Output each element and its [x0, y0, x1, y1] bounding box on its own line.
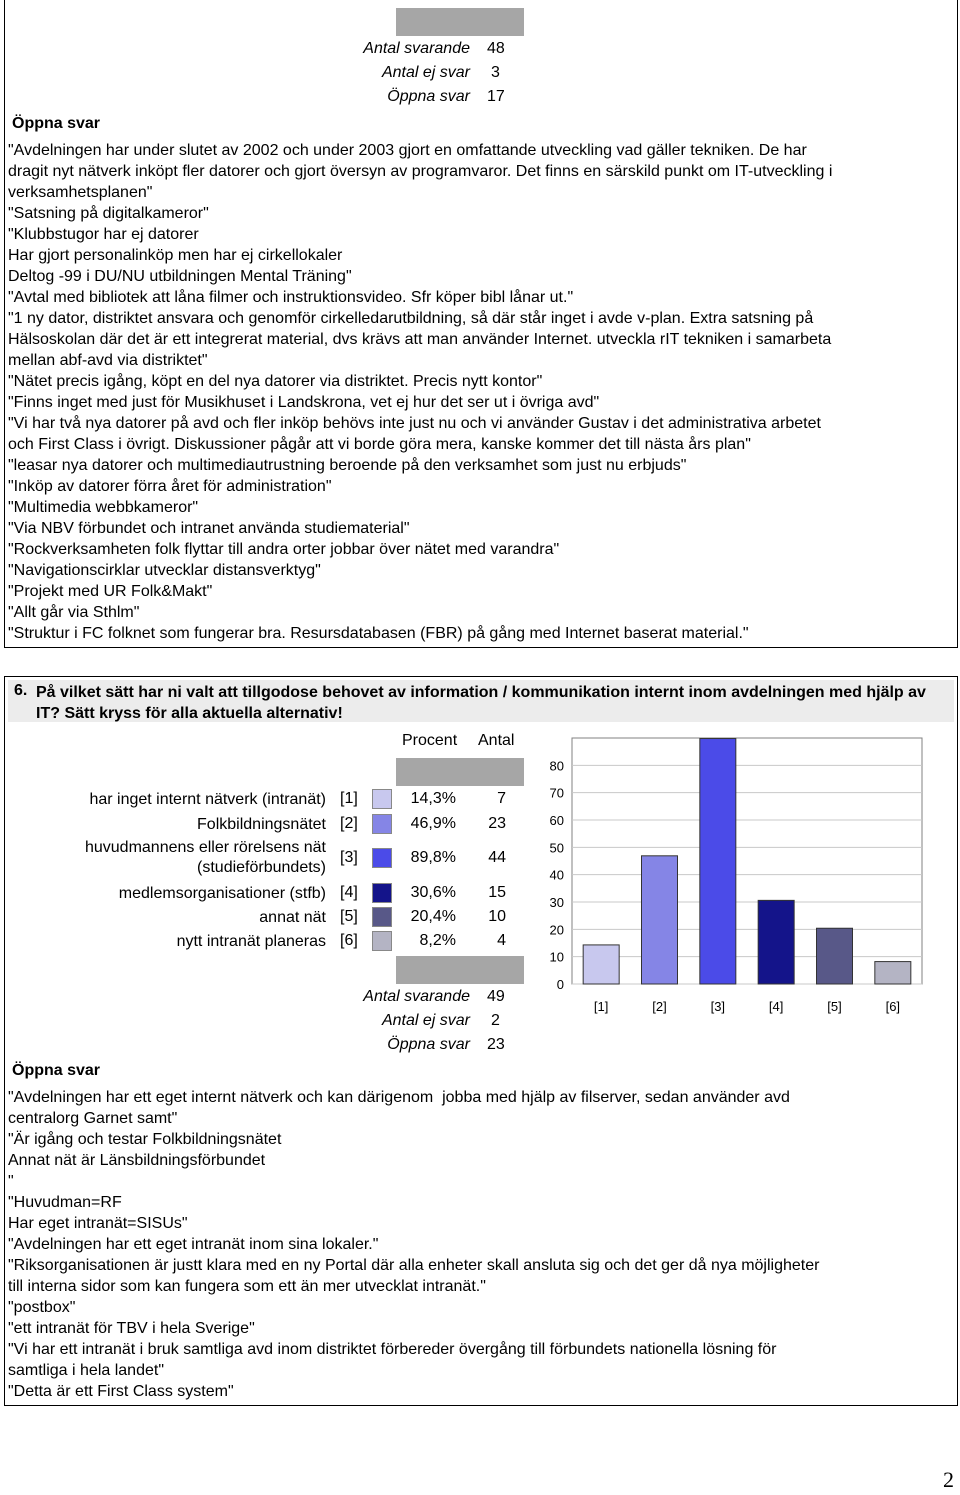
answer-line: "ett intranät för TBV i hela Sverige": [8, 1320, 255, 1337]
option-code: [1]: [340, 790, 358, 807]
option-percent: 46,9%: [410, 815, 456, 832]
answer-line: "postbox": [8, 1299, 76, 1316]
answer-line: samtliga i hela landet": [8, 1362, 164, 1379]
answer-line: Annat nät är Länsbildningsförbundet: [8, 1152, 266, 1169]
y-tick-label: 50: [549, 840, 564, 856]
answer-line: "Avdelningen har ett eget intranät inom sina lokaler.": [8, 1236, 379, 1253]
answer-line: "Allt går via Sthlm": [8, 604, 140, 621]
x-tick-label: [1]: [593, 999, 609, 1014]
table-footer-bar: [396, 956, 524, 984]
answer-line: "Avtal med bibliotek att låna filmer och instruktionsvideo. Sfr köper bibl lånar ut.": [8, 289, 574, 306]
answer-line: ": [8, 1173, 14, 1190]
x-tick-label: [5]: [827, 999, 842, 1014]
open-answers-value: 17: [487, 88, 505, 105]
q6-open-answers-value: 23: [487, 1036, 505, 1053]
q6-non-respondents-row: [0, 1012, 470, 1032]
option-count: 4: [497, 932, 506, 949]
q6-respondents-row: [0, 988, 470, 1008]
non-respondents-row: [0, 64, 470, 84]
answer-line: "Klubbstugor har ej datorer: [8, 226, 199, 243]
option-color-swatch: [372, 848, 392, 868]
answer-line: mellan abf-avd via distriktet": [8, 352, 208, 369]
q6-respondents-label: Antal svarande: [363, 988, 470, 1005]
option-percent: 89,8%: [410, 849, 456, 866]
answer-line: "Projekt med UR Folk&Makt": [8, 583, 213, 600]
option-code: [3]: [340, 849, 358, 866]
option-color-swatch: [372, 883, 392, 903]
answer-line: Har gjort personalinköp men har ej cirkellokaler: [8, 247, 343, 264]
respondents-label: Antal svarande: [363, 40, 470, 57]
answer-line: till interna sidor som kan fungera som ett än mer utvecklat intranät.": [8, 1278, 486, 1295]
bar: [875, 962, 911, 984]
q6-non-respondents-value: 2: [491, 1012, 500, 1029]
page-number: 2: [943, 1467, 954, 1492]
x-tick-label: [4]: [768, 999, 784, 1014]
y-tick-label: 80: [549, 758, 564, 774]
y-tick-label: 30: [549, 895, 564, 910]
y-tick-label: 60: [549, 813, 564, 828]
answer-line: "Vi har ett intranät i bruk samtliga avd inom distriktet förbereder övergång till förbundets nationella lösning för: [8, 1341, 777, 1358]
respondents-value: 48: [487, 40, 505, 57]
option-percent: 20,4%: [410, 908, 456, 925]
option-percent: 8,2%: [419, 932, 456, 949]
respondents-row: [0, 40, 470, 60]
answer-line: "Multimedia webbkameror": [8, 499, 199, 516]
option-count: 44: [488, 849, 506, 866]
x-tick-label: [3]: [710, 999, 726, 1014]
option-count: 10: [488, 908, 506, 925]
y-tick-label: 0: [556, 977, 564, 992]
bar: [817, 928, 853, 984]
open-answers-title: Öppna svar: [12, 115, 101, 132]
answer-line: "Är igång och testar Folkbildningsnätet: [8, 1131, 282, 1148]
answer-line: "leasar nya datorer och multimediautrustning beroende på den verksamhet som just nu erbjuds": [8, 457, 687, 474]
y-tick-label: 10: [549, 949, 564, 965]
open-answers-label: Öppna svar: [387, 88, 470, 105]
option-color-swatch: [372, 907, 392, 927]
option-percent: 30,6%: [410, 884, 456, 901]
non-respondents-value: 3: [491, 64, 500, 81]
answer-line: verksamhetsplanen": [8, 184, 153, 201]
answer-line: "Riksorganisationen är justt klara med en ny Portal där alla enheter skall ansluta sig och det ger då nya möjligheter: [8, 1257, 820, 1274]
answer-line: centralorg Garnet samt": [8, 1110, 178, 1127]
q6-open-answers-title: Öppna svar: [12, 1062, 101, 1079]
answer-line: och First Class i övrigt. Diskussioner pågår att vi borde göra mera, kanske kommer det till nästa års plan": [8, 436, 751, 453]
option-code: [2]: [340, 815, 358, 832]
answer-line: "Satsning på digitalkameror": [8, 205, 209, 222]
stats-header-bar: [396, 8, 524, 36]
option-count: 15: [488, 884, 506, 901]
option-color-swatch: [372, 814, 392, 834]
answer-line: Hälsoskolan där det är ett integrerat material, dvs krävs att man använder Internet. utveckla rIT tekniken i samarbeta: [8, 331, 832, 348]
option-percent: 14,3%: [410, 790, 456, 807]
answer-line: "Detta är ett First Class system": [8, 1383, 234, 1400]
option-label: huvudmannens eller rörelsens nät (studieförbundets): [84, 839, 326, 876]
bar: [583, 945, 619, 984]
q6-respondents-value: 49: [487, 988, 505, 1005]
y-tick-label: 40: [549, 867, 564, 883]
answer-line: "Vi har två nya datorer på avd och fler inköp behövs inte just nu och vi använder Gustav i det administrativa arbetet: [8, 415, 821, 432]
table-header-bar: [396, 758, 524, 786]
option-label: annat nät: [259, 909, 326, 926]
q6-open-answers-row: [0, 1036, 470, 1056]
count-column-header: Antal: [478, 732, 515, 749]
open-answers-row: [0, 88, 470, 108]
option-code: [6]: [340, 932, 358, 949]
answer-line: "Navigationscirklar utvecklar distansverktyg": [8, 562, 321, 579]
option-label: Folkbildningsnätet: [197, 816, 326, 833]
bar: [642, 856, 678, 984]
question-text: På vilket sätt har ni valt att tillgodose behovet av information / kommunikation internt inom avdelningen med hjälp av IT? Sätt kryss för alla aktuella alternativ!: [36, 684, 926, 722]
answer-line: Deltog -99 i DU/NU utbildningen Mental Träning": [8, 268, 352, 285]
y-tick-label: 20: [549, 922, 564, 938]
answer-line: "Inköp av datorer förra året för administration": [8, 478, 332, 495]
answer-line: Har eget intranät=SISUs": [8, 1215, 188, 1232]
answer-line: "Nätet precis igång, köpt en del nya datorer via distriktet. Precis nytt kontor": [8, 373, 543, 390]
answer-line: "Struktur i FC folknet som fungerar bra. Resursdatabasen (FBR) på gång med Internet baserat material.": [8, 625, 749, 642]
answer-line: "Rockverksamheten folk flyttar till andra orter jobbar över nätet med varandra": [8, 541, 560, 558]
answer-line: "Avdelningen har under slutet av 2002 och under 2003 gjort en omfattande utveckling vad gäller tekniken. De har: [8, 142, 807, 159]
answer-line: "Huvudman=RF: [8, 1194, 122, 1211]
percent-column-header: Procent: [402, 732, 458, 749]
open-answers-list: [8, 140, 954, 644]
q6-open-answers-list: [8, 1087, 954, 1402]
question-header: [8, 680, 954, 722]
option-code: [4]: [340, 884, 358, 901]
option-color-swatch: [372, 931, 392, 951]
answer-line: "Via NBV förbundet och intranet använda studiematerial": [8, 520, 410, 537]
non-respondents-label: Antal ej svar: [381, 64, 470, 81]
q6-non-respondents-label: Antal ej svar: [381, 1012, 470, 1029]
x-tick-label: [6]: [885, 999, 901, 1014]
question-number: 6.: [14, 682, 28, 699]
bar: [700, 739, 736, 984]
plot-area: [572, 738, 922, 984]
option-label: har inget internt nätverk (intranät): [89, 791, 326, 808]
answer-line: "1 ny dator, distriktet ansvara och genomför cirkelledarutbildning, så där står inget i avde v-plan. Extra satsning på: [8, 310, 814, 327]
option-label: nytt intranät planeras: [176, 933, 326, 950]
bar-chart: [536, 736, 928, 1022]
option-count: 23: [488, 815, 506, 832]
answer-line: "Finns inget med just för Musikhuset i Landskrona, vet ej hur det ser ut i övriga avd": [8, 394, 600, 411]
option-color-swatch: [372, 789, 392, 809]
x-tick-label: [2]: [652, 999, 667, 1014]
answer-line: "Avdelningen har ett eget internt nätverk och kan därigenom jobba med hjälp av filserver, sedan använder avd: [8, 1089, 790, 1106]
answer-line: dragit nyt nätverk inköpt fler datorer och gjort översyn av programvaror. Det finns en särskild punkt om IT-utveckling i: [8, 163, 833, 180]
q6-open-answers-label: Öppna svar: [387, 1036, 470, 1053]
option-label: medlemsorganisationer (stfb): [118, 885, 326, 902]
y-tick-label: 70: [549, 785, 564, 801]
option-count: 7: [497, 790, 506, 807]
option-code: [5]: [340, 908, 358, 925]
bar: [758, 900, 794, 984]
